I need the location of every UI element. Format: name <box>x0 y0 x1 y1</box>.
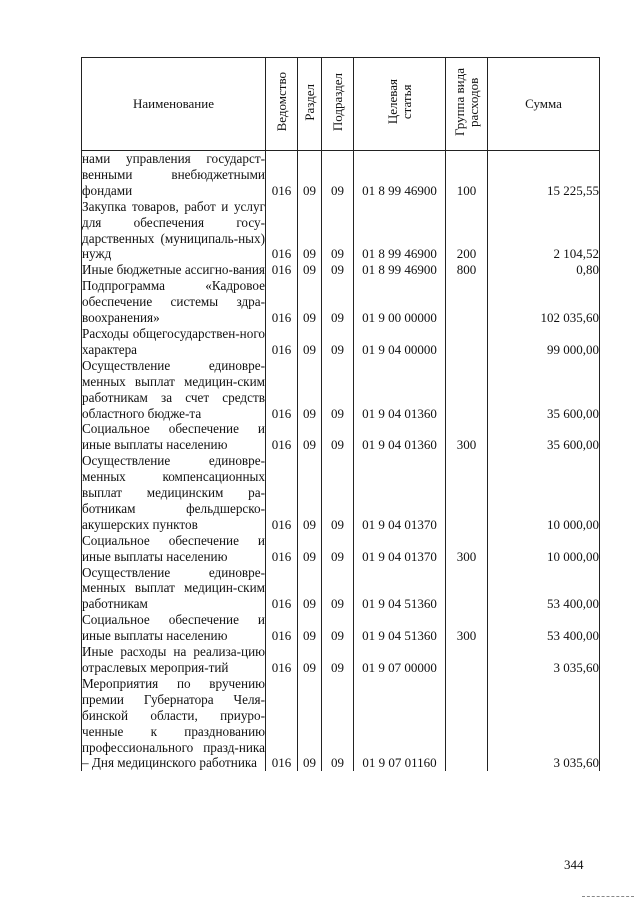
row-vedomstvo: 016 <box>266 326 298 358</box>
row-podrazdel: 09 <box>322 278 354 326</box>
row-name: Мероприятия по вручению премии Губернатора Челя-бинской области, приуро-ченные к празднованию профессионального празд-ника – Дня медицинского работника <box>82 675 265 771</box>
table-row <box>82 533 600 565</box>
col-header-vedomstvo: Ведомство <box>266 58 298 151</box>
row-vid-rashodov <box>446 565 488 613</box>
row-vid-rashodov <box>446 644 488 676</box>
row-podrazdel: 09 <box>322 676 354 771</box>
row-tselevaya-statya: 01 8 99 46900 <box>354 151 446 199</box>
row-summa: 102 035,60 <box>488 278 600 326</box>
row-vid-rashodov: 800 <box>446 262 488 278</box>
budget-table <box>81 57 600 771</box>
row-vedomstvo: 016 <box>266 358 298 422</box>
row-podrazdel: 09 <box>322 644 354 676</box>
row-vid-rashodov: 300 <box>446 533 488 565</box>
row-podrazdel: 09 <box>322 262 354 278</box>
table-row <box>82 151 600 199</box>
row-razdel: 09 <box>298 565 322 613</box>
row-vedomstvo: 016 <box>266 565 298 613</box>
table-row <box>82 262 600 278</box>
table-row <box>82 199 600 263</box>
row-name: Закупка товаров, работ и услуг для обеспечения госу-дарственных (муниципаль-ных) нужд <box>82 198 265 262</box>
row-summa: 10 000,00 <box>488 533 600 565</box>
row-vedomstvo: 016 <box>266 533 298 565</box>
row-vedomstvo: 016 <box>266 199 298 263</box>
row-name: Осуществление единовре-менных выплат медицин-ским работникам за счет средств областного бюдже-та <box>82 357 265 421</box>
row-tselevaya-statya: 01 9 00 00000 <box>354 278 446 326</box>
row-vedomstvo: 016 <box>266 644 298 676</box>
col-header-razdel: Раздел <box>298 58 322 151</box>
row-razdel: 09 <box>298 199 322 263</box>
row-razdel: 09 <box>298 644 322 676</box>
row-tselevaya-statya: 01 9 04 01370 <box>354 533 446 565</box>
table-row <box>82 453 600 533</box>
table-row <box>82 612 600 644</box>
row-name: Иные расходы на реализа-цию отраслевых мероприя-тий <box>82 644 265 675</box>
row-vedomstvo: 016 <box>266 453 298 533</box>
row-name: Социальное обеспечение и иные выплаты населению <box>82 421 265 453</box>
row-vid-rashodov <box>446 676 488 771</box>
row-razdel: 09 <box>298 612 322 644</box>
col-header-gruppa-vida-rashodov: Группа вида расходов <box>446 58 488 151</box>
row-podrazdel: 09 <box>322 151 354 199</box>
table-row <box>82 278 600 326</box>
row-tselevaya-statya: 01 9 04 01360 <box>354 358 446 422</box>
table-row <box>82 326 600 358</box>
row-tselevaya-statya: 01 9 04 51360 <box>354 565 446 613</box>
row-razdel: 09 <box>298 326 322 358</box>
row-podrazdel: 09 <box>322 565 354 613</box>
table-row <box>82 644 600 676</box>
row-vid-rashodov <box>446 326 488 358</box>
col-header-podrazdel: Подраздел <box>322 58 354 151</box>
row-summa: 99 000,00 <box>488 326 600 358</box>
row-podrazdel: 09 <box>322 453 354 533</box>
row-tselevaya-statya: 01 9 04 00000 <box>354 326 446 358</box>
row-vedomstvo: 016 <box>266 676 298 771</box>
row-vid-rashodov: 200 <box>446 199 488 263</box>
row-summa: 3 035,60 <box>488 676 600 771</box>
row-tselevaya-statya: 01 9 04 01360 <box>354 421 446 453</box>
row-tselevaya-statya: 01 9 07 00000 <box>354 644 446 676</box>
row-razdel: 09 <box>298 676 322 771</box>
row-razdel: 09 <box>298 151 322 199</box>
table-body <box>82 151 600 772</box>
row-vedomstvo: 016 <box>266 278 298 326</box>
row-razdel: 09 <box>298 453 322 533</box>
row-summa: 35 600,00 <box>488 421 600 453</box>
table-row <box>82 565 600 613</box>
row-summa: 35 600,00 <box>488 358 600 422</box>
row-name: нами управления государст-венными внебюджетными фондами <box>82 151 265 198</box>
row-razdel: 09 <box>298 421 322 453</box>
row-razdel: 09 <box>298 358 322 422</box>
row-summa: 15 225,55 <box>488 151 600 199</box>
table-header-row <box>82 58 600 151</box>
row-vedomstvo: 016 <box>266 421 298 453</box>
row-vid-rashodov <box>446 278 488 326</box>
row-podrazdel: 09 <box>322 612 354 644</box>
row-podrazdel: 09 <box>322 199 354 263</box>
row-tselevaya-statya: 01 9 07 01160 <box>354 676 446 771</box>
row-name: Иные бюджетные ассигно-вания <box>82 262 265 278</box>
table-row <box>82 421 600 453</box>
row-tselevaya-statya: 01 8 99 46900 <box>354 199 446 263</box>
row-tselevaya-statya: 01 9 04 51360 <box>354 612 446 644</box>
page-number: 344 <box>564 857 584 872</box>
row-podrazdel: 09 <box>322 421 354 453</box>
row-name: Социальное обеспечение и иные выплаты населению <box>82 532 265 564</box>
row-vid-rashodov: 300 <box>446 612 488 644</box>
row-summa: 53 400,00 <box>488 565 600 613</box>
row-tselevaya-statya: 01 9 04 01370 <box>354 453 446 533</box>
table-row <box>82 676 600 771</box>
row-vedomstvo: 016 <box>266 262 298 278</box>
row-summa: 0,80 <box>488 262 600 278</box>
row-name: Осуществление единовре-менных компенсационных выплат медицинским ра-ботникам фельдшерско-акушерских пунктов <box>82 453 265 532</box>
row-summa: 53 400,00 <box>488 612 600 644</box>
row-podrazdel: 09 <box>322 533 354 565</box>
row-summa: 3 035,60 <box>488 644 600 676</box>
row-razdel: 09 <box>298 533 322 565</box>
col-header-name: Наименование <box>82 58 266 151</box>
row-podrazdel: 09 <box>322 326 354 358</box>
row-tselevaya-statya: 01 8 99 46900 <box>354 262 446 278</box>
row-name: Подпрограмма «Кадровое обеспечение системы здра-воохранения» <box>82 278 265 326</box>
row-name: Осуществление единовре-менных выплат медицин-ским работникам <box>82 564 265 612</box>
row-razdel: 09 <box>298 262 322 278</box>
row-vid-rashodov: 300 <box>446 421 488 453</box>
row-vid-rashodov <box>446 358 488 422</box>
row-razdel: 09 <box>298 278 322 326</box>
table-row <box>82 358 600 422</box>
col-header-tselevaya-statya: Целевая статья <box>354 58 446 151</box>
footer-rule <box>582 896 634 897</box>
row-vid-rashodov <box>446 453 488 533</box>
row-podrazdel: 09 <box>322 358 354 422</box>
row-vid-rashodov: 100 <box>446 151 488 199</box>
row-summa: 10 000,00 <box>488 453 600 533</box>
col-header-summa: Сумма <box>488 58 600 151</box>
row-summa: 2 104,52 <box>488 199 600 263</box>
row-name: Расходы общегосударствен-ного характера <box>82 325 265 357</box>
row-name: Социальное обеспечение и иные выплаты населению <box>82 612 265 644</box>
row-vedomstvo: 016 <box>266 612 298 644</box>
row-vedomstvo: 016 <box>266 151 298 199</box>
